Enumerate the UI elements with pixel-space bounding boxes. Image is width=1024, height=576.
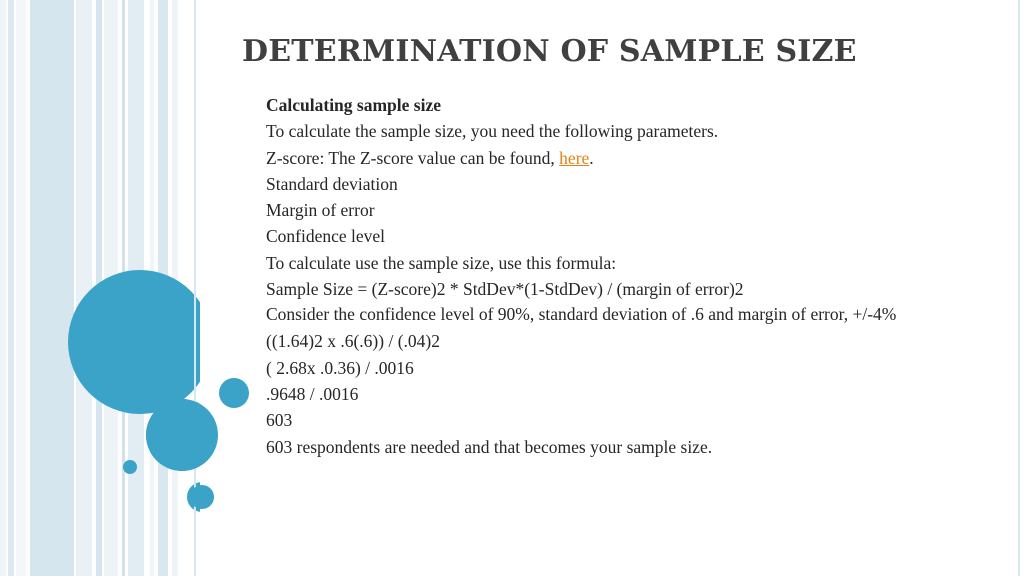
formula-text: Sample Size = (Z-score)2 * StdDev*(1-StdDev) / (margin of error)2 [266, 279, 744, 300]
zscore-suffix: . [589, 147, 594, 168]
here-link[interactable]: here [559, 147, 590, 168]
slide-title: DETERMINATION OF SAMPLE SIZE [242, 34, 857, 69]
stripe [0, 0, 6, 576]
zscore-item [266, 145, 926, 171]
intro-text: To calculate the sample size, you need the following parameters. [266, 121, 719, 142]
stripe [30, 0, 74, 576]
calculation-step-2: ( 2.68x .0.36) / .0016 [266, 357, 414, 378]
content-heading: Calculating sample size [266, 95, 441, 115]
param-confidence-level: Confidence level [266, 226, 386, 247]
calculation-step-3: .9648 / .0016 [266, 383, 359, 404]
calculation-step-1: ((1.64)2 x .6(.6)) / (.04)2 [266, 331, 440, 352]
param-margin-of-error: Margin of error [266, 200, 375, 221]
stripe [76, 0, 92, 576]
conclusion-text: 603 respondents are needed and that becomes your sample size. [266, 436, 713, 457]
calculation-result: 603 [266, 410, 293, 431]
stripe [8, 0, 14, 576]
example-text: Consider the confidence level of 90%, standard deviation of .6 and margin of error, +/-4% [266, 304, 897, 325]
param-standard-deviation: Standard deviation [266, 173, 398, 194]
zscore-text: Z-score: The Z-score value can be found, [266, 147, 560, 168]
content-list [266, 92, 926, 460]
formula-intro: To calculate use the sample size, use this formula: [266, 252, 617, 273]
circle-tiny [123, 460, 137, 474]
decorative-sidebar [0, 0, 200, 576]
stripe [16, 0, 26, 576]
